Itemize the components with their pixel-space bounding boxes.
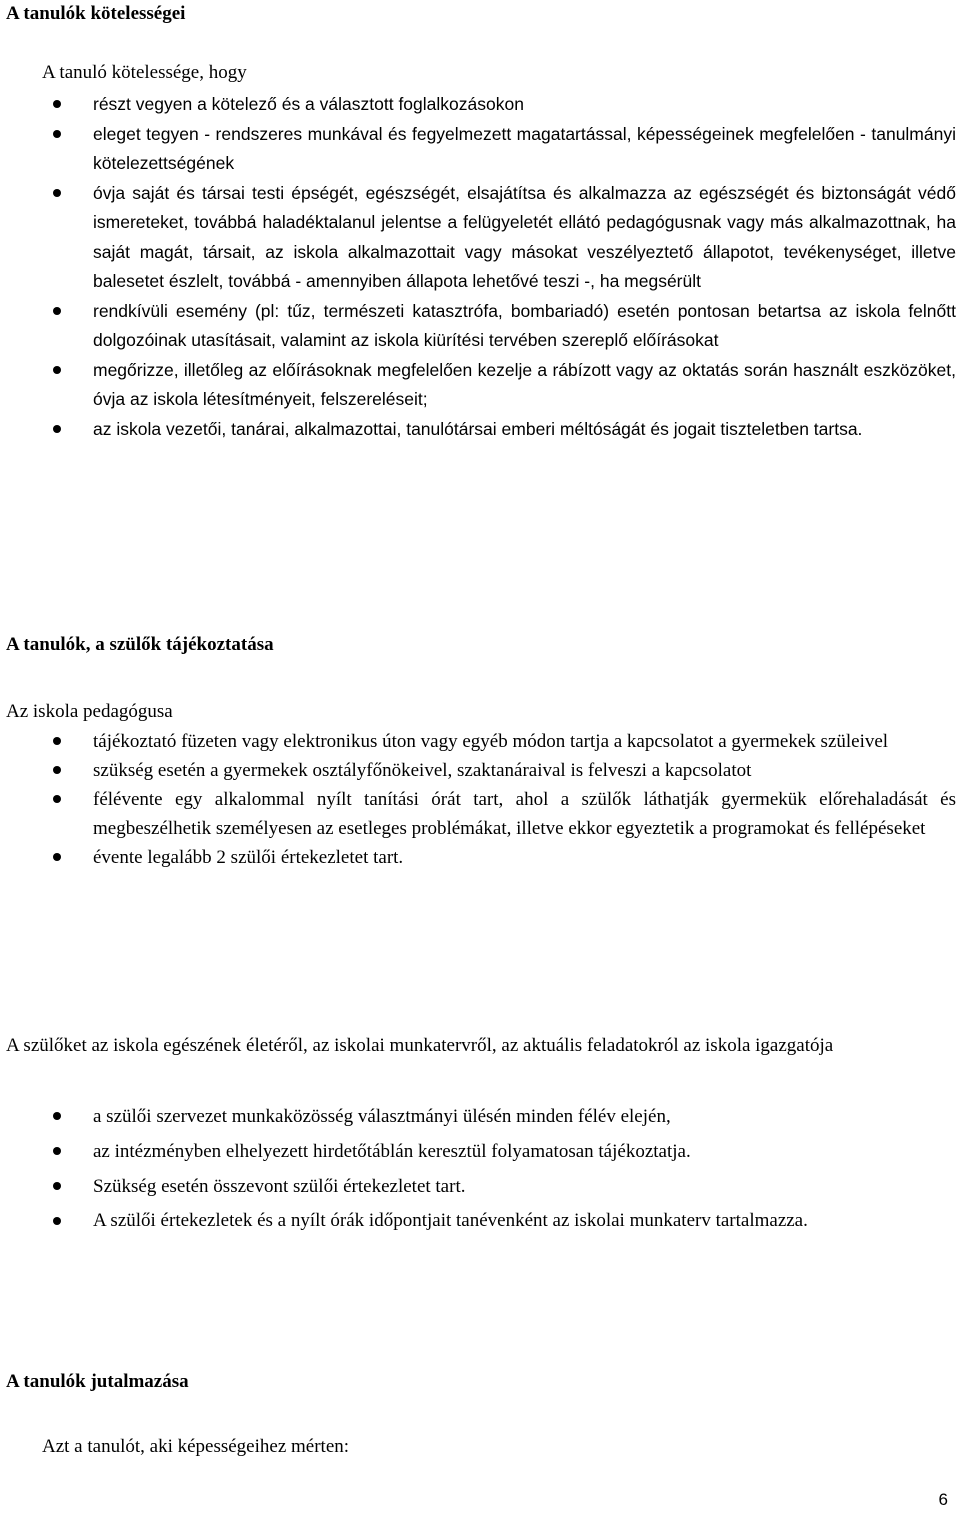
list-item: szükség esetén a gyermekek osztályfőnökeivel, szaktanáraival is felveszi a kapcsolatot <box>0 756 956 785</box>
bullet-icon <box>53 1217 61 1225</box>
bullet-icon <box>53 1182 61 1190</box>
bullet-icon <box>53 853 61 861</box>
list-item: óvja saját és társai testi épségét, egészségét, elsajátítsa és alkalmazza az egészségét és biztonságát védő ismereteket, továbbá haladéktalanul jelentse a felügyeletét ellátó pedagógusnak vagy más alkalmazottnak, ha saját magát, társait, az iskola alkalmazottait vagy másokat veszélyeztető állapotot, tevékenységet, illetve balesetet észlelt, továbbá - amennyiben állapota lehetővé teszi -, ha megsérült <box>0 179 956 297</box>
page-number: 6 <box>938 1490 948 1509</box>
duties-intro: A tanuló kötelessége, hogy <box>42 62 247 83</box>
list-item: félévente egy alkalommal nyílt tanítási órát tart, ahol a szülők láthatják gyermekük előrehaladását és megbeszélhetik személyesen az esetleges problémákat, illetve ekkor egyeztetik a programokat és fellépéseket <box>0 785 956 843</box>
rewards-intro: Azt a tanulót, aki képességeihez mérten: <box>42 1436 350 1457</box>
parents-paragraph: A szülőket az iskola egészének életéről, az iskolai munkatervről, az aktuális feladatokról az iskola igazgatója <box>6 1035 834 1056</box>
section-title-information: A tanulók, a szülők tájékoztatása <box>6 634 274 655</box>
list-item: a szülői szervezet munkaközösség választmányi ülésén minden félév elején, <box>0 1099 956 1134</box>
bullet-icon <box>53 737 61 745</box>
principal-list <box>0 1099 956 1238</box>
list-item: évente legalább 2 szülői értekezletet tart. <box>0 843 956 872</box>
list-item: az iskola vezetői, tanárai, alkalmazottai, tanulótársai emberi méltóságát és jogait tiszteletben tartsa. <box>0 415 956 445</box>
list-item: eleget tegyen - rendszeres munkával és fegyelmezett magatartással, képességeinek megfelelően - tanulmányi kötelezettségének <box>0 120 956 179</box>
list-item: rendkívüli esemény (pl: tűz, természeti katasztrófa, bombariadó) esetén pontosan betartsa az iskola felnőtt dolgozóinak utasításait, valamint az iskola kiürítési tervében szereplő előírásokat <box>0 297 956 356</box>
list-item: részt vegyen a kötelező és a választott foglalkozásokon <box>0 90 956 120</box>
list-item: A szülői értekezletek és a nyílt órák időpontjait tanévenként az iskolai munkaterv tartalmazza. <box>0 1204 956 1238</box>
bullet-icon <box>53 1112 61 1120</box>
duties-list <box>0 90 956 444</box>
section-title-rewards: A tanulók jutalmazása <box>6 1371 189 1392</box>
bullet-icon <box>53 795 61 803</box>
list-item: megőrizze, illetőleg az előírásoknak megfelelően kezelje a rábízott vagy az oktatás során használt eszközöket, óvja az iskola létesítményeit, felszereléseit; <box>0 356 956 415</box>
list-item: tájékoztató füzeten vagy elektronikus úton vagy egyéb módon tartja a kapcsolatot a gyermekek szüleivel <box>0 727 956 756</box>
bullet-icon <box>53 425 61 433</box>
teacher-list <box>0 727 956 872</box>
list-item: az intézményben elhelyezett hirdetőtáblán keresztül folyamatosan tájékoztatja. <box>0 1134 956 1169</box>
information-intro: Az iskola pedagógusa <box>6 701 173 722</box>
bullet-icon <box>53 307 61 315</box>
list-item: Szükség esetén összevont szülői értekezletet tart. <box>0 1169 956 1204</box>
bullet-icon <box>53 766 61 774</box>
bullet-icon <box>53 366 61 374</box>
bullet-icon <box>53 130 61 138</box>
bullet-icon <box>53 1147 61 1155</box>
bullet-icon <box>53 100 61 108</box>
bullet-icon <box>53 189 61 197</box>
section-title-duties: A tanulók kötelességei <box>6 3 186 24</box>
